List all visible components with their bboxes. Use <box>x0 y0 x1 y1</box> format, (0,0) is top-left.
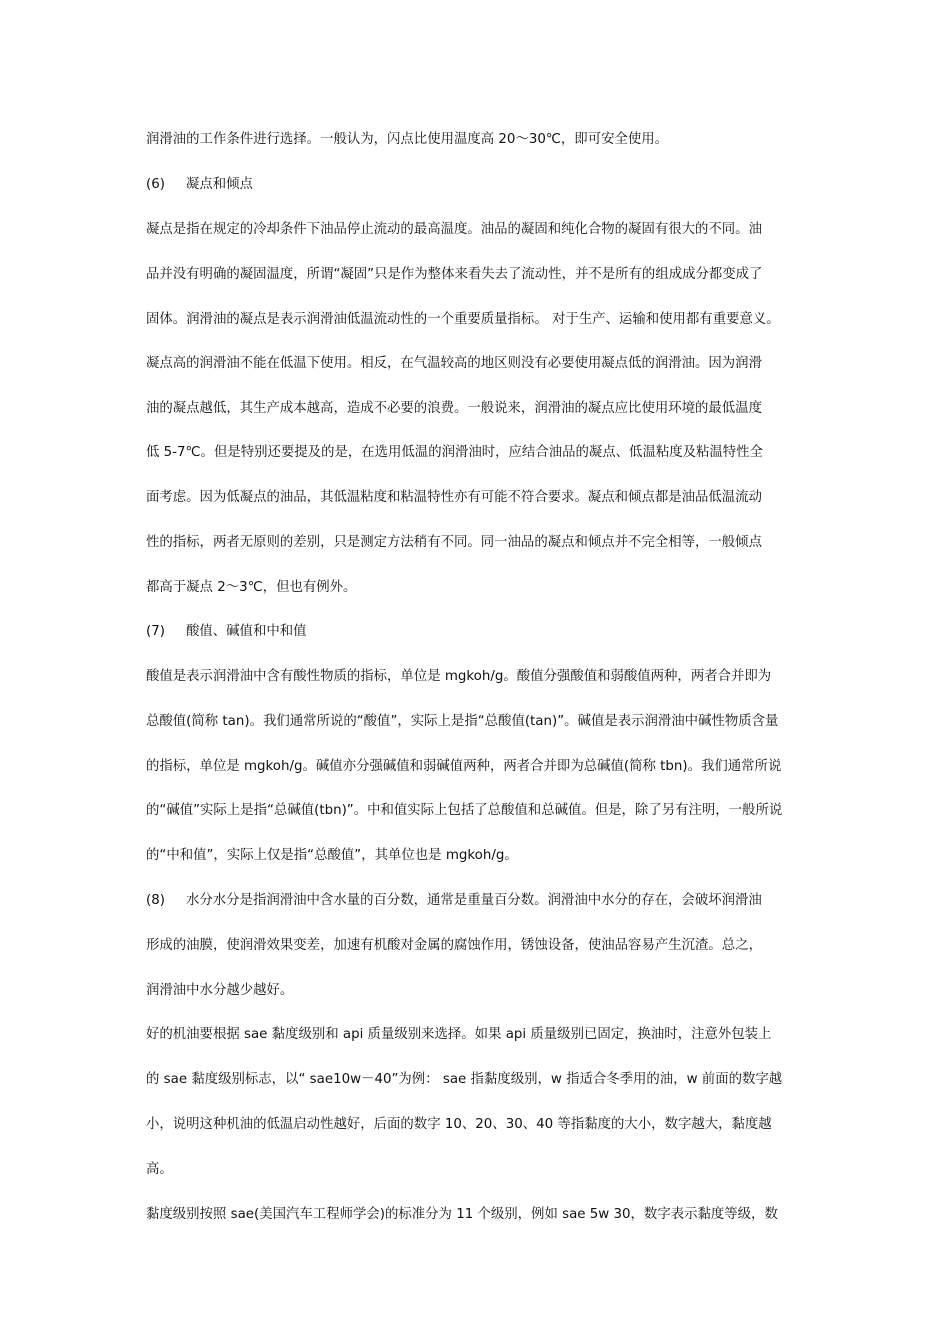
heading-number: (6) <box>146 177 165 192</box>
text-line: 小，说明这种机油的低温启动性越好，后面的数字 10、20、30、40 等指黏度的大小，数字越大，黏度越 <box>146 1117 772 1132</box>
heading-number: (7) <box>146 624 165 639</box>
text-line: 油的凝点越低，其生产成本越高，造成不必要的浪费。一般说来，润滑油的凝点应比使用环境的最低温度 <box>146 401 762 416</box>
text-line: 好的机油要根据 sae 黏度级别和 api 质量级别来选择。如果 api 质量级别已固定，换油时，注意外包装上 <box>146 1027 772 1042</box>
text-line: 高。 <box>146 1162 173 1177</box>
heading-text: 水分水分是指润滑油中含水量的百分数，通常是重量百分数。润滑油中水分的存在，会破坏润滑油 <box>186 893 762 908</box>
heading-text: 凝点和倾点 <box>186 177 253 192</box>
text-line: 黏度级别按照 sae(美国汽车工程师学会)的标准分为 11 个级别，例如 sae 5w 30，数字表示黏度等级，数 <box>146 1207 778 1222</box>
text-line: 的“碱值”实际上是指“总碱值(tbn)”。中和值实际上包括了总酸值和总碱值。但是，除了另有注明，一般所说 <box>146 803 783 818</box>
text-line: 面考虑。因为低凝点的油品，其低温粘度和粘温特性亦有可能不符合要求。凝点和倾点都是油品低温流动 <box>146 490 762 505</box>
heading-number: (8) <box>146 893 165 908</box>
heading-text: 酸值、碱值和中和值 <box>186 624 307 639</box>
section-heading-7 <box>146 623 816 641</box>
text-line: 的 sae 黏度级别标志，以“ sae10w－40”为例： sae 指黏度级别，w 指适合冬季用的油，w 前面的数字越 <box>146 1072 783 1087</box>
text-line: 形成的油膜，使润滑效果变差，加速有机酸对金属的腐蚀作用，锈蚀设备，使油品容易产生沉渣。总之， <box>146 938 762 953</box>
text-line: 低 5-7℃。但是特别还要提及的是，在选用低温的润滑油时，应结合油品的凝点、低温粘度及粘温特性全 <box>146 445 763 460</box>
text-line: 固体。润滑油的凝点是表示润滑油低温流动性的一个重要质量指标。 对于生产、运输和使用都有重要意义。 <box>146 312 780 327</box>
text-line: 酸值是表示润滑油中含有酸性物质的指标，单位是 mgkoh/g。酸值分强酸值和弱酸值两种，两者合并即为 <box>146 669 772 684</box>
text-line: 润滑油的工作条件进行选择。一般认为，闪点比使用温度高 20～30℃，即可安全使用。 <box>146 132 669 147</box>
text-line: 的“中和值”，实际上仅是指“总酸值”，其单位也是 mgkoh/g。 <box>146 848 518 863</box>
text-line: 品并没有明确的凝固温度，所谓“凝固”只是作为整体来看失去了流动性，并不是所有的组成成分都变成了 <box>146 267 763 282</box>
text-line: 都高于凝点 2～3℃，但也有例外。 <box>146 580 357 595</box>
text-line: 凝点高的润滑油不能在低温下使用。相反，在气温较高的地区则没有必要使用凝点低的润滑油。因为润滑 <box>146 356 762 371</box>
section-heading-6 <box>146 176 816 194</box>
text-line: 的指标，单位是 mgkoh/g。碱值亦分强碱值和弱碱值两种，两者合并即为总碱值(简称 tbn)。我们通常所说 <box>146 759 782 774</box>
text-line: 润滑油中水分越少越好。 <box>146 983 294 998</box>
text-line: 总酸值(简称 tan)。我们通常所说的“酸值”，实际上是指“总酸值(tan)”。碱值是表示润滑油中碱性物质含量 <box>146 714 779 729</box>
text-line: 性的指标，两者无原则的差别，只是测定方法稍有不同。同一油品的凝点和倾点并不完全相等，一般倾点 <box>146 535 762 550</box>
text-line: 凝点是指在规定的冷却条件下油品停止流动的最高温度。油品的凝固和纯化合物的凝固有很大的不同。油 <box>146 222 762 237</box>
section-heading-8 <box>146 892 816 910</box>
